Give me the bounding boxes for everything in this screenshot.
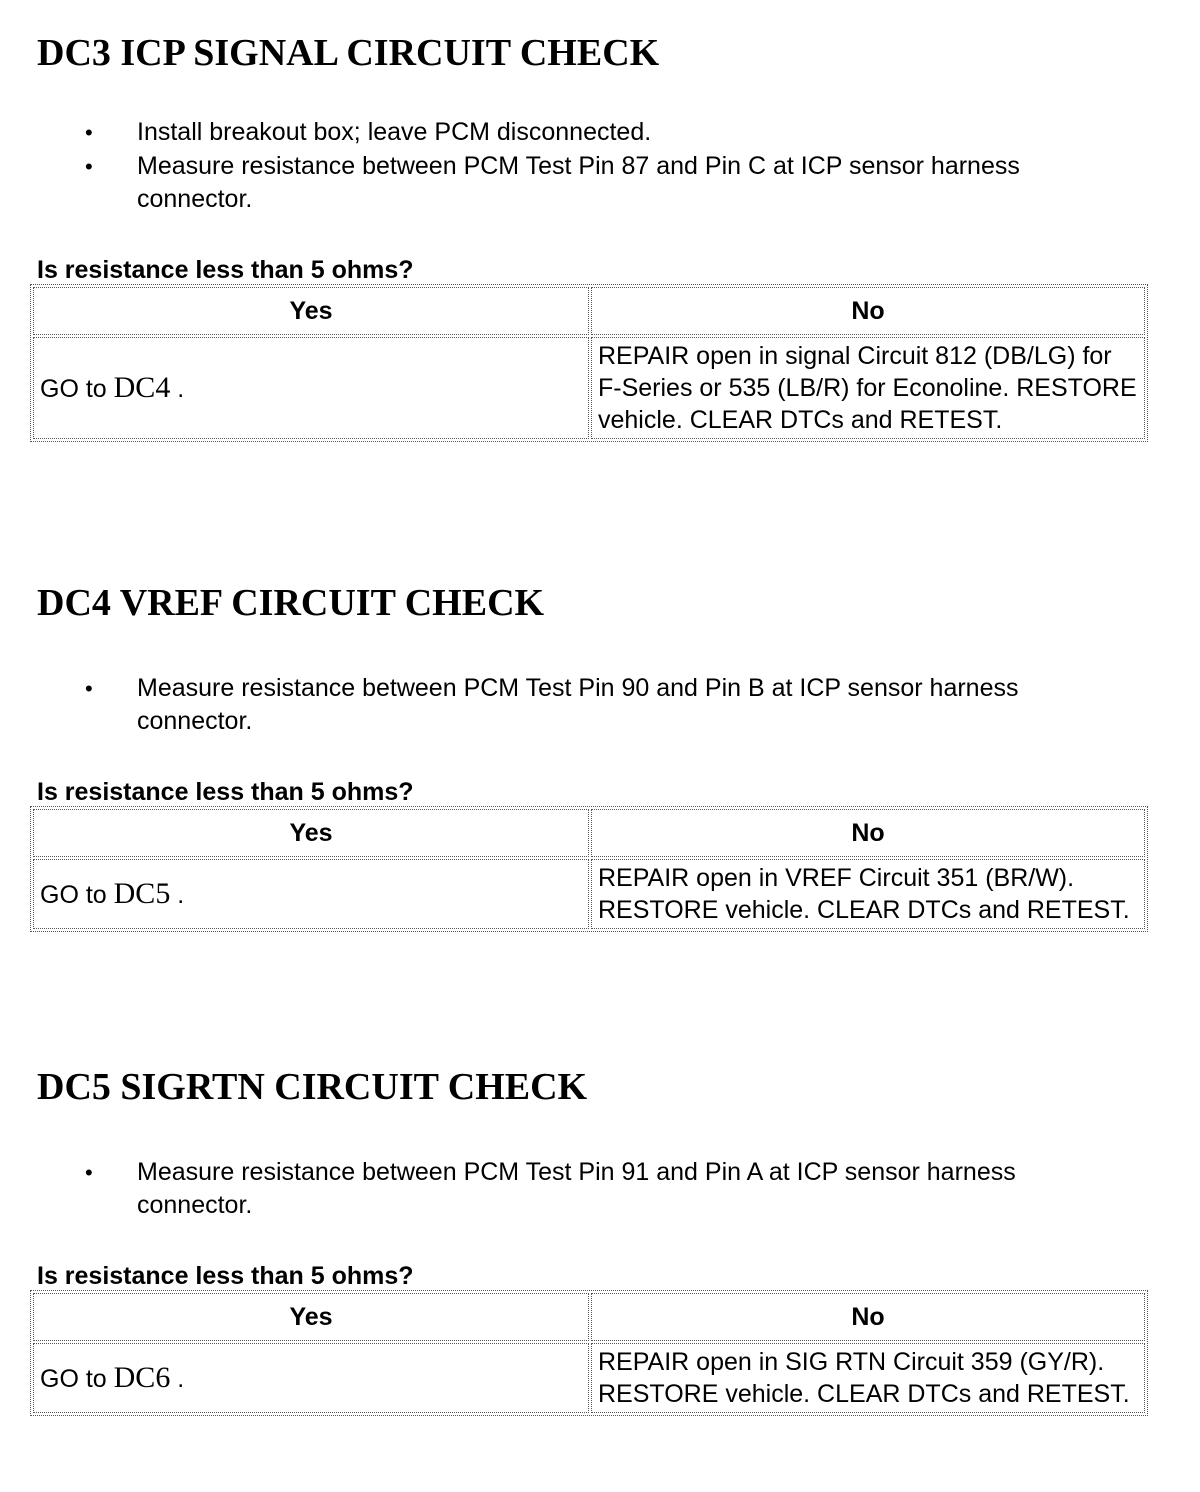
goto-prefix: GO to	[40, 374, 107, 403]
step-text: Measure resistance between PCM Test Pin 87 and Pin C at ICP sensor harness connector.	[137, 152, 1020, 213]
question-text: Is resistance less than 5 ohms?	[37, 1262, 414, 1290]
step-text: Measure resistance between PCM Test Pin 91 and Pin A at ICP sensor harness connector.	[137, 1158, 1016, 1219]
table-header-row	[33, 809, 1145, 857]
step-list	[30, 116, 1148, 216]
no-header: No	[591, 287, 1145, 335]
no-header: No	[591, 809, 1145, 857]
no-cell: REPAIR open in VREF Circuit 351 (BR/W). RESTORE vehicle. CLEAR DTCs and RETEST.	[591, 859, 1145, 929]
table-row	[33, 337, 1145, 439]
section-title: DC5 SIGRTN CIRCUIT CHECK	[37, 1066, 588, 1108]
question-text: Is resistance less than 5 ohms?	[37, 256, 414, 284]
yes-header: Yes	[33, 809, 589, 857]
yes-header: Yes	[33, 287, 589, 335]
no-cell: REPAIR open in signal Circuit 812 (DB/LG) for F-Series or 535 (LB/R) for Econoline. RESTORE vehicle. CLEAR DTCs and RETEST.	[591, 337, 1145, 439]
section-dc4	[30, 581, 1148, 932]
goto-link-dc4[interactable]: DC4	[113, 370, 171, 404]
goto-link-dc5[interactable]: DC5	[113, 876, 171, 910]
no-cell: REPAIR open in SIG RTN Circuit 359 (GY/R). RESTORE vehicle. CLEAR DTCs and RETEST.	[591, 1343, 1145, 1413]
step-text: Measure resistance between PCM Test Pin 90 and Pin B at ICP sensor harness connector.	[137, 674, 1019, 735]
decision-table	[30, 806, 1148, 932]
section-dc3	[30, 31, 1148, 442]
step-item	[30, 1156, 1148, 1222]
section-title: DC3 ICP SIGNAL CIRCUIT CHECK	[37, 32, 660, 74]
step-text: Install breakout box; leave PCM disconnected.	[137, 118, 652, 146]
yes-cell	[33, 337, 589, 439]
bullet-icon: •	[85, 154, 93, 179]
yes-cell	[33, 859, 589, 929]
step-item	[30, 672, 1148, 738]
step-item	[30, 150, 1148, 216]
goto-link-dc6[interactable]: DC6	[113, 1360, 171, 1394]
decision-table	[30, 1290, 1148, 1416]
yes-header: Yes	[33, 1293, 589, 1341]
goto-prefix: GO to	[40, 880, 107, 909]
bullet-icon: •	[85, 120, 93, 145]
table-row	[33, 859, 1145, 929]
no-header: No	[591, 1293, 1145, 1341]
bullet-icon: •	[85, 1160, 93, 1185]
yes-cell	[33, 1343, 589, 1413]
question-text: Is resistance less than 5 ohms?	[37, 778, 414, 806]
step-item	[30, 116, 1148, 149]
section-dc5	[30, 1065, 1148, 1416]
table-row	[33, 1343, 1145, 1413]
step-list	[30, 1156, 1148, 1222]
table-header-row	[33, 1293, 1145, 1341]
bullet-icon: •	[85, 676, 93, 701]
goto-suffix: .	[170, 880, 185, 909]
goto-suffix: .	[170, 374, 185, 403]
table-header-row	[33, 287, 1145, 335]
goto-prefix: GO to	[40, 1364, 107, 1393]
step-list	[30, 672, 1148, 738]
section-title: DC4 VREF CIRCUIT CHECK	[37, 582, 545, 624]
goto-suffix: .	[170, 1364, 185, 1393]
decision-table	[30, 284, 1148, 442]
